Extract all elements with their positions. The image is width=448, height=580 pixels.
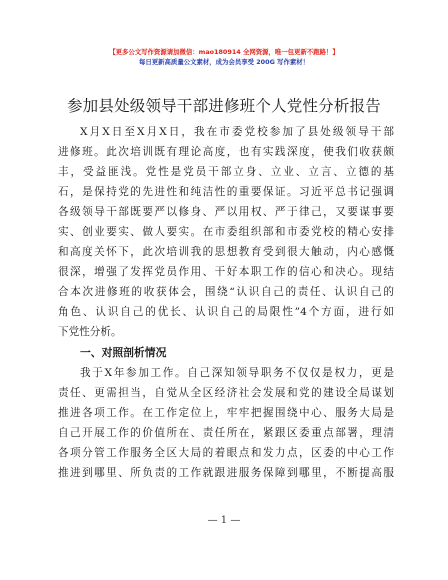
paragraph-2-line: 各项分管工作服务全区大局的着眼点和发力点，区委的中心工作: [58, 447, 394, 459]
paragraph-1-line: 下党性分析。: [58, 326, 122, 338]
paragraph-2-line: 我于X年参加工作。自己深知领导职务不仅仅是权力，更是: [80, 367, 394, 379]
paragraph-1-line: 各级领导干部既要严以修身、严以用权、严于律己，又要谋事要: [58, 206, 394, 218]
paragraph-2-line: 推进各项工作。在工作定位上，牢牢把握围绕中心、服务大局是: [58, 407, 394, 419]
paragraph-1-line: 角色、认识自己的优长、认识自己的局限性”4个方面，进行如: [58, 306, 394, 318]
promo-banner-line-2: 每日更新高质量公文素材，成为会员享受 200G 写作素材！: [138, 58, 310, 66]
paragraph-2-line: 责任、更需担当，自觉从全区经济社会发展和党的建设全局谋划: [58, 387, 394, 399]
paragraph-1-line: 石，是保持党的先进性和纯洁性的重要保证。习近平总书记强调: [58, 186, 394, 198]
paragraph-1-line: 和高度关怀下，此次培训我的思想教育受到很大触动，内心感慨: [58, 246, 394, 258]
page-number: — 1 —: [207, 515, 241, 526]
promo-banner: [0, 47, 448, 67]
section-1-heading: 一、对照剖析情况: [80, 346, 167, 359]
document-title: 参加县处级领导干部进修班个人党性分析报告: [66, 97, 381, 115]
paragraph-1-line: 进修班。此次培训既有理论高度，也有实践深度，使我们收获颇: [58, 146, 394, 158]
paragraph-1-line: X月X日至X月X日，我在市委党校参加了县处级领导干部: [80, 126, 394, 138]
paragraph-1-line: 丰，受益匪浅。党性是党员干部立身、立业、立言、立德的基: [58, 166, 394, 178]
paragraph-2-line: 推进到哪里、所负责的工作就跟进服务保障到哪里，不断提高服: [58, 467, 394, 479]
paragraph-1-line: 合本次进修班的收获体会，围绕“认识自己的责任、认识自己的: [58, 286, 394, 298]
paragraph-1-line: 很深，增强了发挥党员作用、干好本职工作的信心和决心。现结: [58, 266, 394, 278]
paragraph-2-line: 自己开展工作的价值所在、责任所在，紧跟区委重点部署，理清: [58, 427, 394, 439]
promo-banner-line-1: 【更多公文写作资源请加微信：mao180914 全网资源，唯一包更新不跑路！】: [109, 48, 339, 56]
document-body: [58, 122, 394, 483]
paragraph-1-line: 实、创业要实、做人要实。在市委组织部和市委党校的精心安排: [58, 226, 394, 238]
